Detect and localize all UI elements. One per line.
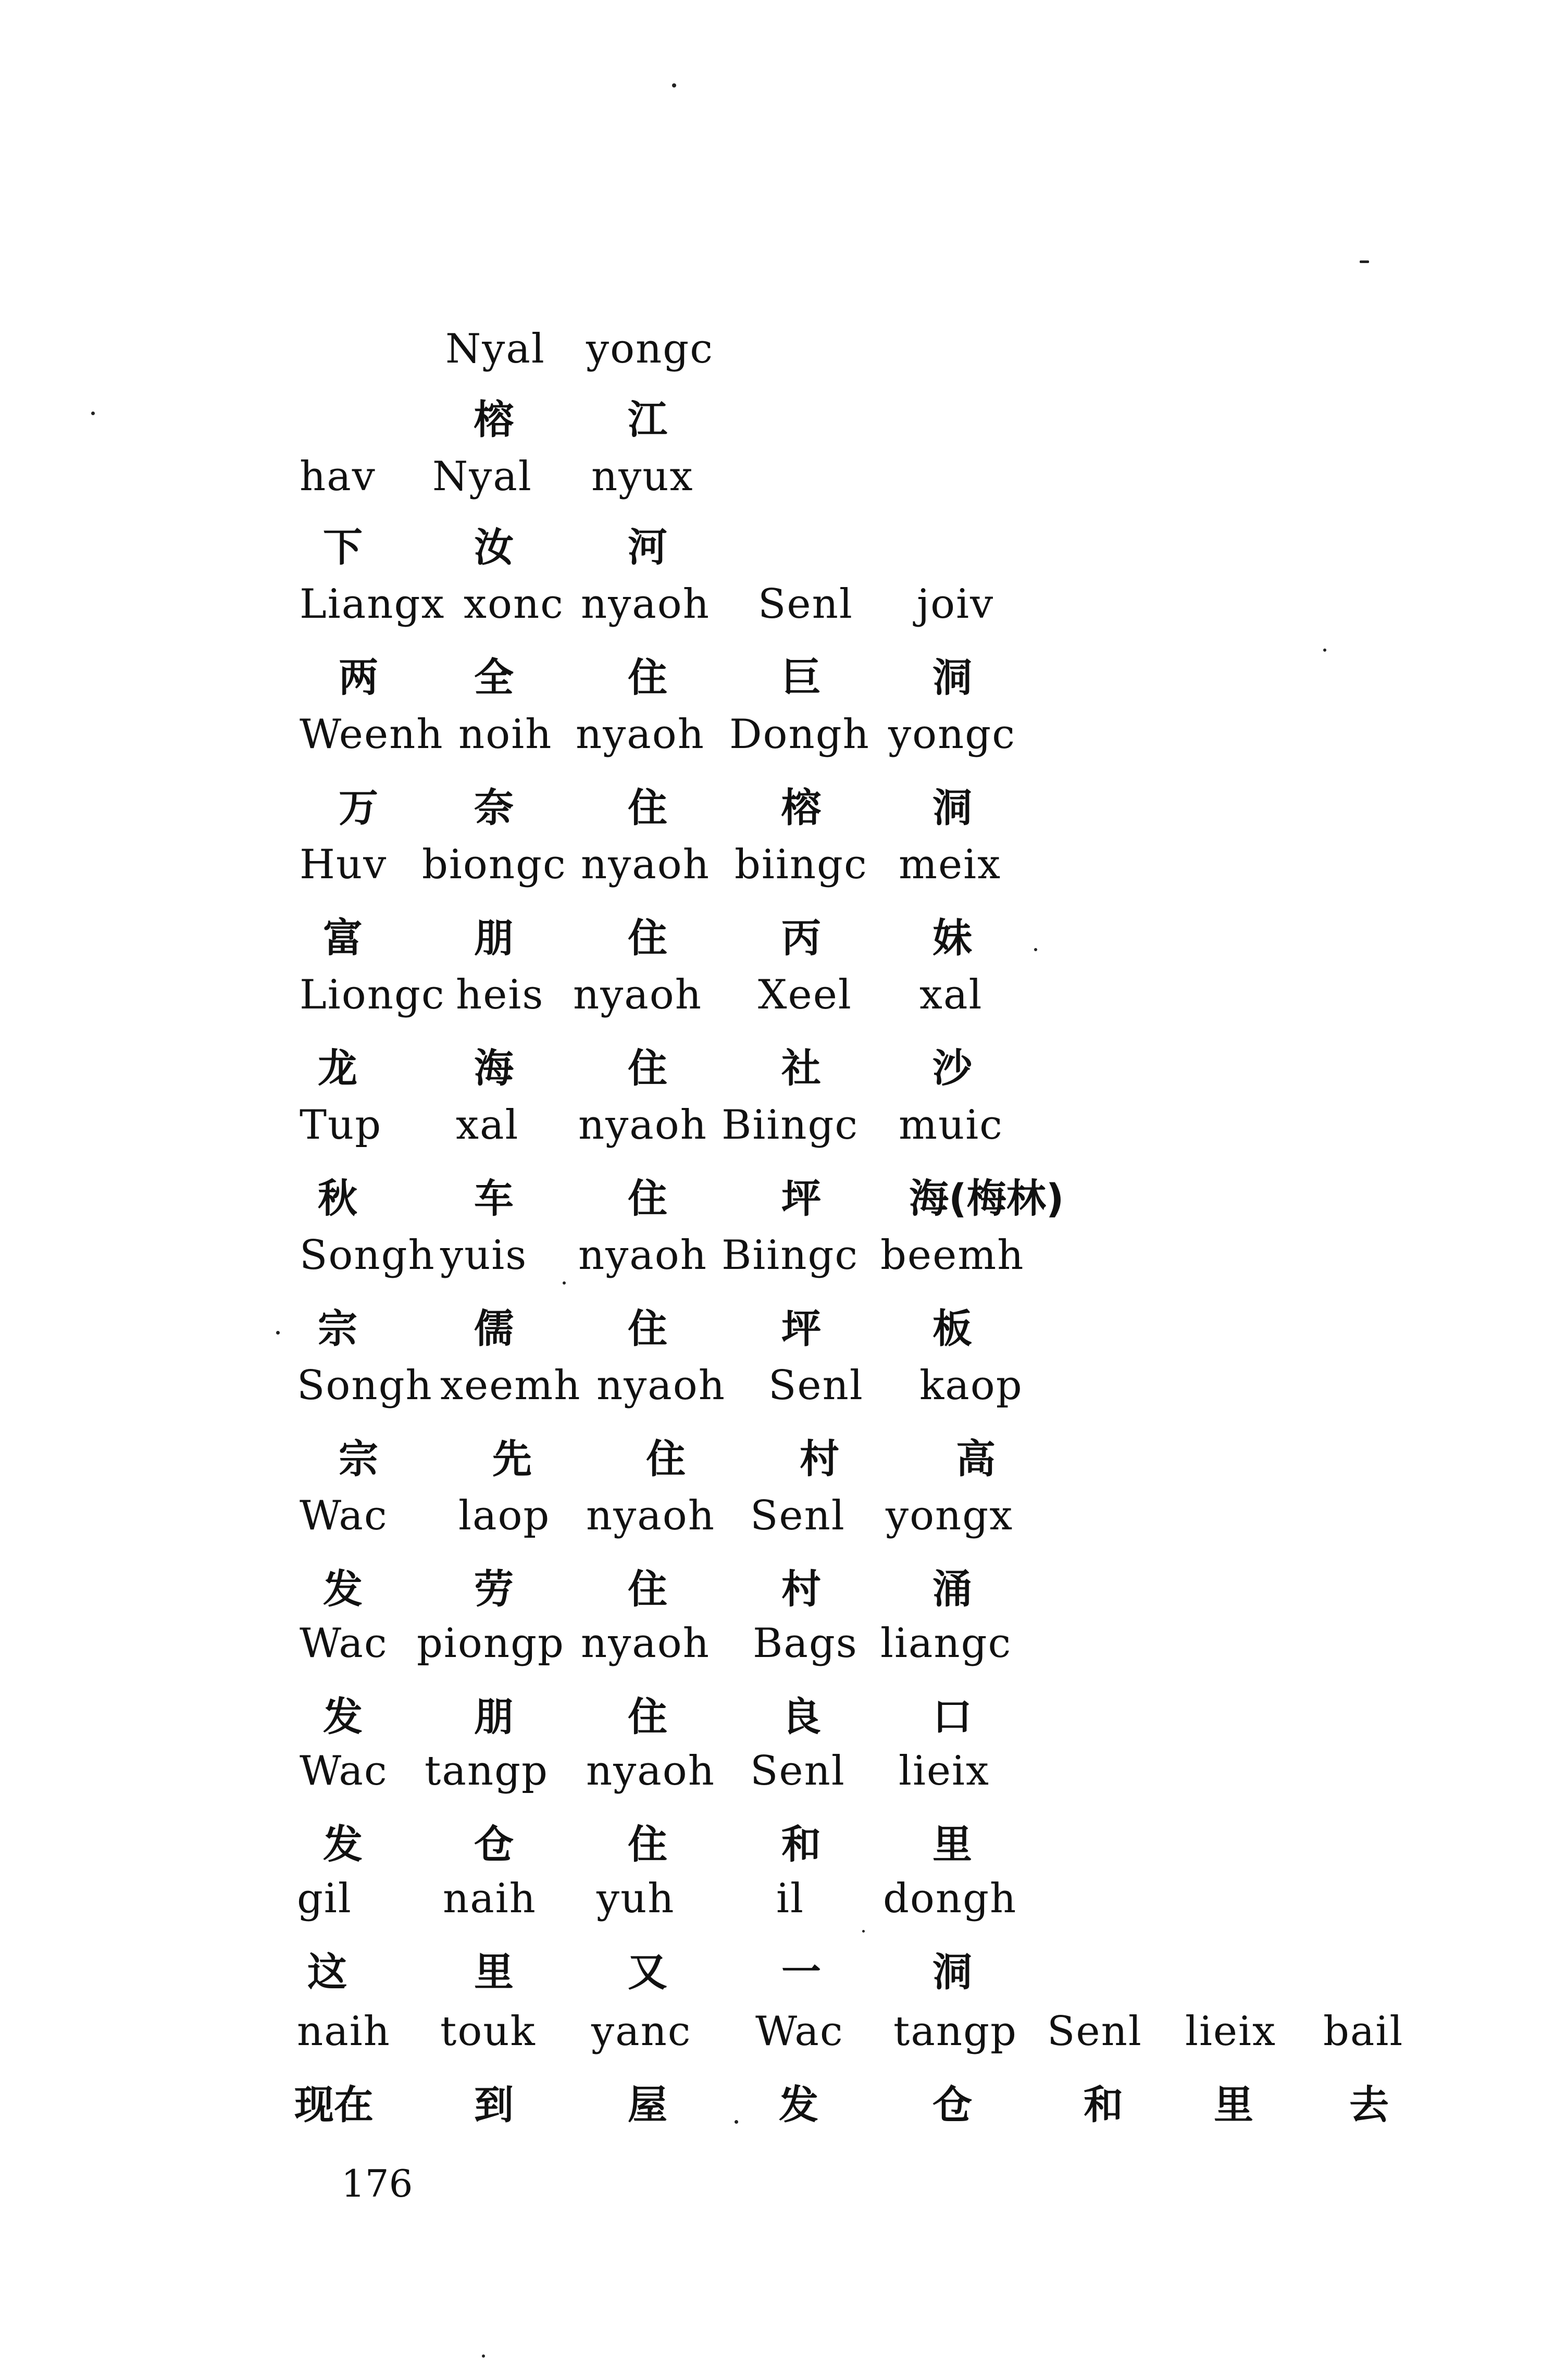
hanzi-word: 去 xyxy=(1349,2082,1389,2128)
latin-line xyxy=(0,1875,1354,1933)
hanzi-word: 里 xyxy=(474,1949,514,1995)
hanzi-word: 住 xyxy=(628,1693,667,1740)
latin-line xyxy=(0,1748,1354,1805)
word: xonc xyxy=(464,581,564,628)
latin-line xyxy=(0,841,1354,899)
hanzi-word: 发 xyxy=(779,2082,818,2128)
word: meix xyxy=(899,841,1002,888)
word: Senl xyxy=(750,1492,845,1539)
word: joiv xyxy=(917,581,994,628)
word: Dongh xyxy=(729,711,870,758)
hanzi-word: 住 xyxy=(646,1436,686,1482)
hanzi-word: 现在 xyxy=(294,2082,374,2128)
scan-speck xyxy=(735,2120,738,2124)
word: nyaoh xyxy=(578,1232,707,1279)
word: Nyal xyxy=(445,326,545,372)
hanzi-word: 洞 xyxy=(932,1949,972,1995)
scan-speck xyxy=(482,2354,485,2358)
hanzi-word: 先 xyxy=(492,1436,532,1482)
word: yuis xyxy=(440,1232,528,1279)
hanzi-word: 到 xyxy=(474,2082,514,2128)
page-number: 176 xyxy=(341,2162,413,2205)
word: nyaoh xyxy=(586,1748,715,1795)
word: Xeel xyxy=(758,971,852,1018)
hanzi-word: 仓 xyxy=(932,2082,972,2128)
hanzi-word: 屋 xyxy=(628,2082,667,2128)
hanzi-word: 良 xyxy=(781,1693,821,1740)
hanzi-word: 全 xyxy=(474,654,514,701)
word: nyaoh xyxy=(576,711,705,758)
word: kaop xyxy=(919,1362,1023,1409)
latin-line xyxy=(0,711,1354,768)
hanzi-word: 和 xyxy=(781,1821,821,1867)
word: lieix xyxy=(1185,2008,1276,2055)
word: nyaoh xyxy=(586,1492,715,1539)
hanzi-word: 万 xyxy=(339,784,378,831)
hanzi-word: 住 xyxy=(628,1305,667,1352)
word: nyaoh xyxy=(581,1620,710,1667)
hanzi-word: 儒 xyxy=(474,1305,514,1352)
hanzi-word: 坪 xyxy=(781,1305,821,1352)
word: Wac xyxy=(300,1748,388,1795)
hanzi-word: 住 xyxy=(628,1821,667,1867)
word: Wac xyxy=(300,1620,388,1667)
hanzi-word: 发 xyxy=(323,1566,363,1612)
word: touk xyxy=(440,2008,536,2055)
word: Senl xyxy=(758,581,853,628)
hanzi-word: 榕 xyxy=(781,784,821,831)
hanzi-word: 两 xyxy=(339,654,378,701)
word: muic xyxy=(899,1102,1003,1149)
word: biingc xyxy=(735,841,868,888)
word: hav xyxy=(300,453,376,500)
word: Wac xyxy=(300,1492,388,1539)
word: Biingc xyxy=(722,1232,859,1279)
scan-speck xyxy=(1360,260,1369,263)
word: yuh xyxy=(596,1875,675,1922)
hanzi-word: 海 xyxy=(474,1045,514,1091)
word: Nyal xyxy=(432,453,532,500)
latin-line xyxy=(0,2008,1404,2065)
word: Liongc xyxy=(300,971,445,1018)
hanzi-word: 榕 xyxy=(474,396,514,443)
word: xeemh xyxy=(440,1362,581,1409)
hanzi-word: 住 xyxy=(628,1566,667,1612)
hanzi-word: 洞 xyxy=(932,654,972,701)
scan-speck xyxy=(563,1281,566,1285)
word: yongx xyxy=(886,1492,1014,1539)
word: biongc xyxy=(422,841,567,888)
hanzi-word: 龙 xyxy=(318,1045,357,1091)
word: nyux xyxy=(591,453,694,500)
word: Songh xyxy=(300,1232,436,1279)
hanzi-line xyxy=(0,1685,1354,1742)
word: xal xyxy=(456,1102,519,1149)
hanzi-line xyxy=(0,1557,1354,1615)
latin-line xyxy=(0,453,1354,510)
hanzi-word: 巨 xyxy=(781,654,821,701)
hanzi-word: 板 xyxy=(932,1305,972,1352)
hanzi-word: 朋 xyxy=(474,1693,514,1740)
hanzi-word: 这 xyxy=(307,1949,347,1995)
hanzi-word: 口 xyxy=(932,1693,972,1740)
word: Senl xyxy=(750,1748,845,1795)
hanzi-word: 海(梅林) xyxy=(909,1175,1064,1222)
hanzi-word: 仓 xyxy=(474,1821,514,1867)
word: xal xyxy=(919,971,983,1018)
latin-line xyxy=(0,1362,1354,1419)
word: nyaoh xyxy=(596,1362,726,1409)
hanzi-word: 住 xyxy=(628,1045,667,1091)
hanzi-word: 涌 xyxy=(932,1566,972,1612)
scan-speck xyxy=(672,83,676,88)
hanzi-word: 下 xyxy=(323,524,363,570)
word: Bags xyxy=(753,1620,858,1667)
hanzi-word: 妹 xyxy=(932,915,972,961)
scan-speck xyxy=(91,412,95,415)
word: noih xyxy=(458,711,553,758)
hanzi-line xyxy=(0,516,1354,573)
scan-speck xyxy=(276,1331,280,1335)
word: Liangx xyxy=(300,581,445,628)
hanzi-word: 江 xyxy=(628,396,667,443)
word: nyaoh xyxy=(578,1102,707,1149)
latin-line xyxy=(0,1102,1354,1159)
hanzi-line xyxy=(0,2073,1389,2130)
word: liangc xyxy=(880,1620,1012,1667)
word: yongc xyxy=(586,326,714,372)
latin-line xyxy=(0,1620,1354,1677)
hanzi-line xyxy=(0,776,1354,833)
hanzi-word: 宗 xyxy=(339,1436,378,1482)
hanzi-line xyxy=(0,1813,1354,1870)
word: Wac xyxy=(755,2008,844,2055)
hanzi-line xyxy=(0,1297,1354,1354)
latin-line xyxy=(0,971,1354,1029)
hanzi-word: 里 xyxy=(1214,2082,1253,2128)
hanzi-word: 又 xyxy=(628,1949,667,1995)
hanzi-word: 高 xyxy=(956,1436,996,1482)
hanzi-word: 住 xyxy=(628,915,667,961)
hanzi-word: 住 xyxy=(628,654,667,701)
word: dongh xyxy=(883,1875,1017,1922)
word: Weenh xyxy=(300,711,444,758)
word: Senl xyxy=(768,1362,864,1409)
word: lieix xyxy=(899,1748,990,1795)
hanzi-word: 一 xyxy=(781,1949,821,1995)
hanzi-word: 朋 xyxy=(474,915,514,961)
hanzi-word: 里 xyxy=(932,1821,972,1867)
hanzi-word: 村 xyxy=(781,1566,821,1612)
word: tangp xyxy=(425,1748,549,1795)
word: naih xyxy=(297,2008,391,2055)
hanzi-word: 汝 xyxy=(474,524,514,570)
hanzi-word: 住 xyxy=(628,784,667,831)
latin-line xyxy=(0,581,1354,638)
word: bail xyxy=(1323,2008,1404,2055)
word: nyaoh xyxy=(581,581,710,628)
hanzi-line xyxy=(0,1037,1354,1094)
word: Tup xyxy=(300,1102,382,1149)
hanzi-word: 坪 xyxy=(781,1175,821,1222)
word: piongp xyxy=(417,1620,565,1667)
title-hanzi-line xyxy=(0,388,1354,445)
hanzi-word: 秋 xyxy=(318,1175,357,1222)
hanzi-line xyxy=(0,646,1354,703)
hanzi-word: 奈 xyxy=(474,784,514,831)
word: beemh xyxy=(880,1232,1025,1279)
word: yongc xyxy=(888,711,1016,758)
hanzi-word: 富 xyxy=(323,915,363,961)
hanzi-word: 发 xyxy=(323,1693,363,1740)
hanzi-word: 村 xyxy=(800,1436,839,1482)
hanzi-word: 洞 xyxy=(932,784,972,831)
hanzi-word: 社 xyxy=(781,1045,821,1091)
hanzi-line xyxy=(0,906,1354,964)
word: nyaoh xyxy=(581,841,710,888)
hanzi-line xyxy=(0,1167,1354,1224)
hanzi-word: 劳 xyxy=(474,1566,514,1612)
scan-speck xyxy=(1323,649,1326,652)
word: yanc xyxy=(591,2008,692,2055)
hanzi-word: 沙 xyxy=(932,1045,972,1091)
hanzi-word: 宗 xyxy=(318,1305,357,1352)
hanzi-word: 发 xyxy=(323,1821,363,1867)
word: Senl xyxy=(1047,2008,1142,2055)
word: gil xyxy=(297,1875,352,1922)
latin-line xyxy=(0,1232,1354,1289)
hanzi-word: 河 xyxy=(628,524,667,570)
latin-line xyxy=(0,1492,1354,1550)
title-latin-line xyxy=(0,326,1354,383)
word: naih xyxy=(443,1875,537,1922)
word: Biingc xyxy=(722,1102,859,1149)
word: laop xyxy=(458,1492,551,1539)
word: tangp xyxy=(893,2008,1017,2055)
scan-speck xyxy=(862,1930,865,1933)
word: heis xyxy=(456,971,544,1018)
hanzi-word: 丙 xyxy=(781,915,821,961)
hanzi-word: 住 xyxy=(628,1175,667,1222)
hanzi-word: 车 xyxy=(474,1175,514,1222)
scan-speck xyxy=(1034,948,1037,951)
word: il xyxy=(776,1875,804,1922)
hanzi-line xyxy=(0,1427,1354,1485)
hanzi-line xyxy=(0,1940,1354,1998)
word: Huv xyxy=(300,841,388,888)
word: nyaoh xyxy=(573,971,702,1018)
hanzi-word: 和 xyxy=(1084,2082,1123,2128)
word: Songh xyxy=(297,1362,433,1409)
